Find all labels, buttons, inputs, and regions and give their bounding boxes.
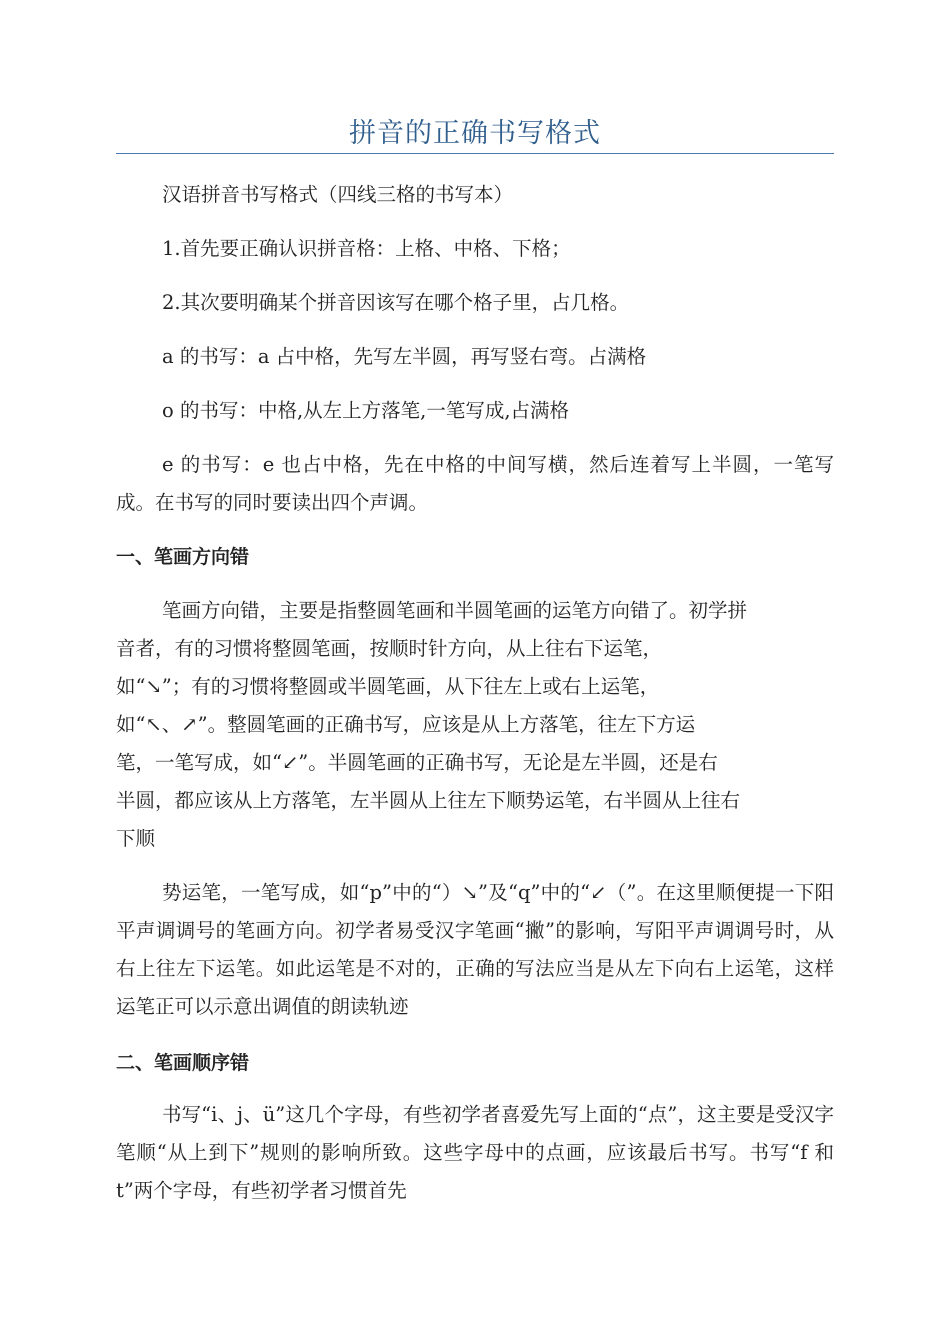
paragraph-line: 音者，有的习惯将整圆笔画，按顺时针方向，从上往右下运笔，: [116, 637, 663, 660]
document-title: 拼音的正确书写格式: [349, 118, 601, 149]
paragraph-intro: 汉语拼音书写格式（四线三格的书写本）: [162, 183, 514, 206]
paragraph-letter-a: a 的书写：a 占中格，先写左半圆，再写竖右弯。占满格: [162, 345, 647, 368]
section-heading-stroke-order: 二、笔画顺序错: [116, 1052, 250, 1074]
paragraph-line: 下顺: [116, 827, 156, 850]
paragraph-line: 半圆，都应该从上方落笔，左半圆从上往左下顺势运笔，右半圆从上往右: [116, 789, 741, 812]
paragraph-line: 如“↖、↗”。整圆笔画的正确书写，应该是从上方落笔，往左下方运: [116, 713, 696, 736]
paragraph-letter-e: e 的书写：e 也占中格，先在中格的中间写横，然后连着写上半圆，一笔写成。在书写的同时要读出四个声调。: [116, 453, 834, 514]
paragraph-step-1: 1.首先要正确认识拼音格：上格、中格、下格；: [162, 237, 571, 260]
paragraph-letter-o: o 的书写：中格,从左上方落笔,一笔写成,占满格: [162, 399, 570, 422]
title-underline: [116, 153, 834, 154]
paragraph-step-2: 2.其次要明确某个拼音因该写在哪个格子里，占几格。: [162, 291, 630, 314]
section-heading-stroke-direction: 一、笔画方向错: [116, 546, 250, 568]
paragraph-line: 笔画方向错，主要是指整圆笔画和半圆笔画的运笔方向错了。初学拼: [162, 599, 748, 622]
paragraph-line: 如“↘”；有的习惯将整圆或半圆笔画，从下往左上或右上运笔，: [116, 675, 660, 698]
paragraph-stroke-continuation: 势运笔，一笔写成，如“p”中的“）↘”及“q”中的“↙（”。在这里顺便提一下阳平声调调号的笔画方向。初学者易受汉字笔画“撇”的影响，写阳平声调调号时，从右上往左下运笔。如此运笔是不对的，正确的写法应当是从左下向右上运笔，这样运笔正可以示意出调值的朗读轨迹: [116, 881, 834, 1018]
paragraph-stroke-direction: [116, 592, 834, 858]
paragraph-line: 笔，一笔写成，如“↙”。半圆笔画的正确书写，无论是左半圆，还是右: [116, 751, 718, 774]
paragraph-stroke-order: 书写“i、j、ü”这几个字母，有些初学者喜爱先写上面的“点”，这主要是受汉字笔顺“从上到下”规则的影响所致。这些字母中的点画，应该最后书写。书写“f 和 t”两个字母，有些初学者习惯首先: [116, 1103, 834, 1202]
